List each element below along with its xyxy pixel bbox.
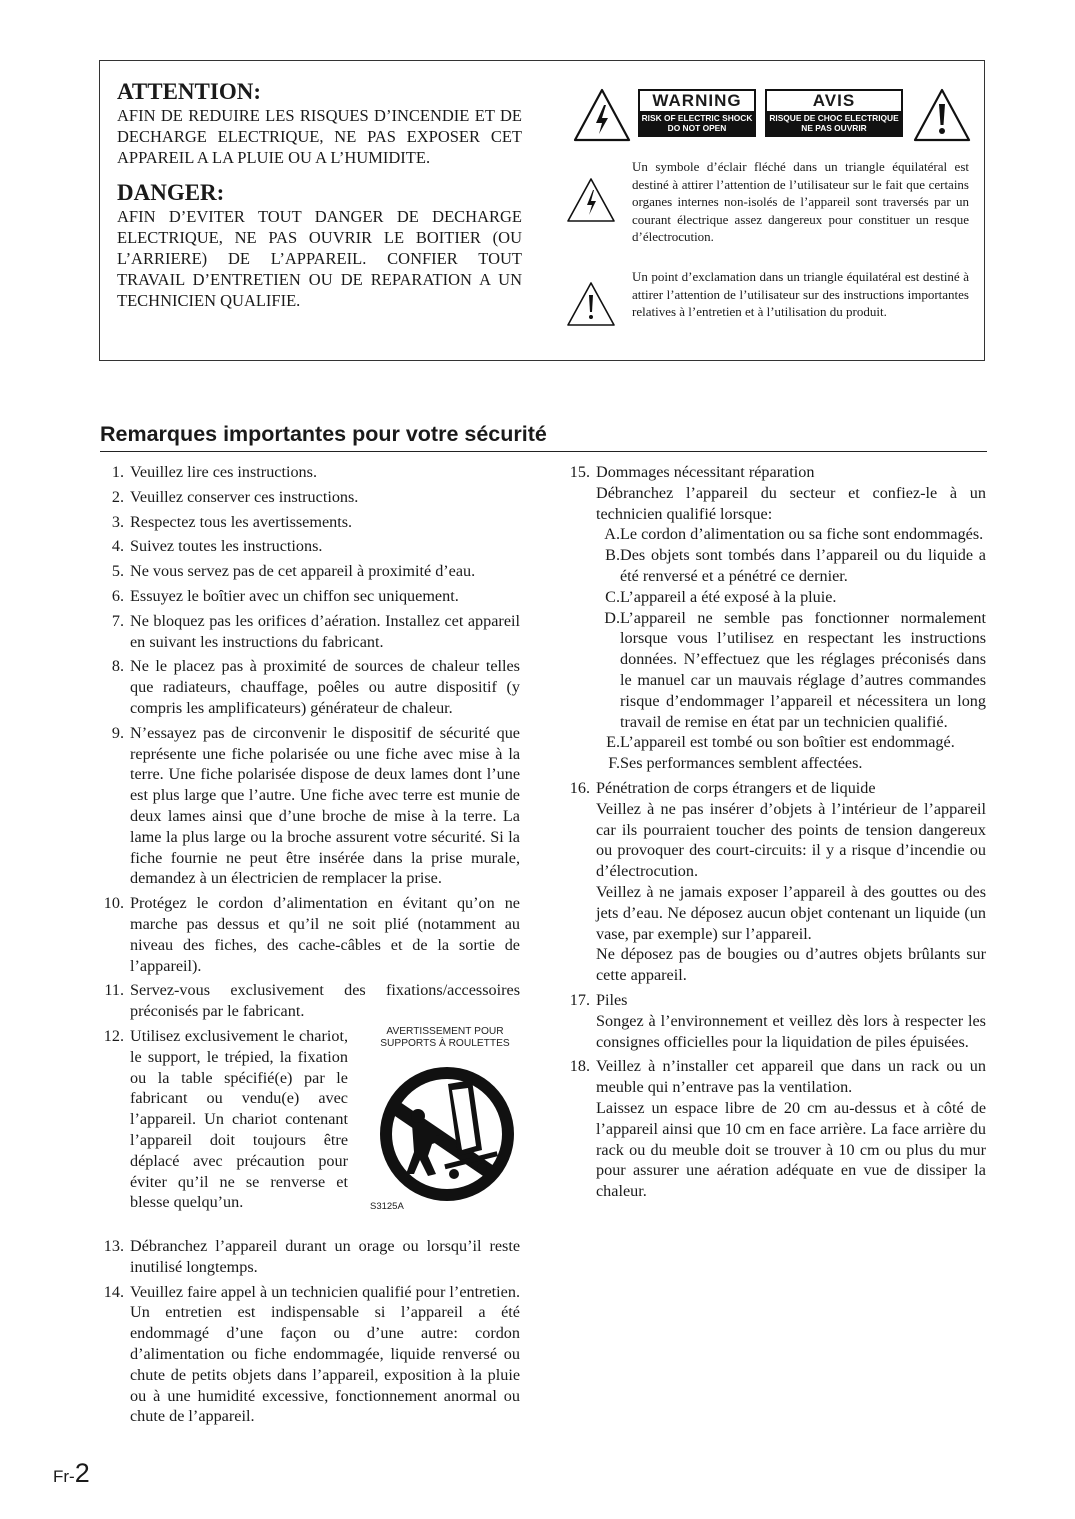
sub-item-letter: B. <box>605 546 620 565</box>
page-prefix: Fr- <box>53 1467 75 1486</box>
list-item <box>100 536 520 557</box>
attention-title: ATTENTION: <box>117 79 261 104</box>
item-number: 3. <box>111 512 124 531</box>
list-item <box>100 611 520 653</box>
sub-item-letter: A. <box>604 525 620 544</box>
exclamation-icon <box>565 280 617 328</box>
cart-warning-figure <box>370 1026 520 1216</box>
item-number: 2. <box>111 487 124 506</box>
sub-item <box>596 524 986 545</box>
sub-item-text: Le cordon d’alimentation ou sa fiche sont endommagés. <box>620 525 984 544</box>
item-text: Suivez toutes les instructions. <box>130 537 323 556</box>
item-paragraph: Veillez à ne jamais exposer l’appareil à des gouttes ou des jets d’eau. Ne déposez aucun objet contenant un liquide (un vase, par exemple) sur l’appareil. <box>596 882 986 943</box>
item-text: Pénétration de corps étrangers et de liquide <box>596 778 876 797</box>
item-text: Veillez à n’installer cet appareil que dans un rack ou un meuble qui n’entrave pas la ventilation. <box>596 1057 986 1097</box>
item-paragraph: Ne déposez pas de bougies ou d’autres objets brûlants sur cette appareil. <box>596 945 986 985</box>
exclamation-description: Un point d’exclamation dans un triangle équilatéral est destiné à attirer l’attention de l’utilisateur sur des instructions importantes relatives à l’entretien et à l’utilisation du produit. <box>632 269 969 319</box>
item-paragraph: Laissez un espace libre de 20 cm au-dessus et à côté de l’appareil ainsi que 10 cm en face arrière. La face arrière du rack ou du meuble doit se trouver à 10 cm ou plus du mur pour assurer une aération adéquate en vue de dissiper la chaleur. <box>596 1098 986 1201</box>
item-number: 6. <box>111 586 124 605</box>
list-item <box>100 1236 520 1278</box>
list-item <box>100 723 520 889</box>
item-paragraph: Débranchez l’appareil du secteur et confiez-le à un technicien qualifié lorsque: <box>596 483 986 523</box>
sub-item-letter: D. <box>604 608 620 627</box>
warning-labels <box>572 87 974 147</box>
cart-tipover-icon <box>370 1062 520 1202</box>
list-item-cart <box>100 1026 520 1232</box>
item-number: 4. <box>111 537 124 556</box>
item-text: Ne le placez pas à proximité de sources de chaleur telles que radiateurs, chauffage, poêles ou autre dispositif (y compris les amplificateurs) générateur de chaleur. <box>130 657 520 717</box>
cart-figure-code: S3125A <box>370 1201 404 1213</box>
item-number: 5. <box>111 562 124 581</box>
avis-plate-line2: NE PAS OUVRIR <box>801 123 867 133</box>
exclamation-triangle-icon <box>912 87 972 143</box>
warning-plate-subtitle <box>640 111 754 135</box>
cart-caption-line2: SUPPORTS À ROULETTES <box>380 1037 510 1049</box>
avis-plate-title: AVIS <box>812 91 856 110</box>
sub-item <box>596 608 986 733</box>
sub-item <box>596 753 986 774</box>
list-item <box>566 1056 986 1202</box>
item-text: Veuillez lire ces instructions. <box>130 463 318 481</box>
list-item <box>100 561 520 582</box>
item-number: 7. <box>111 611 124 630</box>
item-number: 11. <box>104 981 124 1000</box>
item-number: 9. <box>111 723 124 742</box>
sub-item-letter: C. <box>605 587 620 606</box>
sub-item-text: L’appareil est tombé ou son boîtier est endommagé. <box>620 733 955 752</box>
item-number: 17. <box>569 990 590 1009</box>
item-number: 1. <box>111 463 124 481</box>
item-number: 16. <box>569 778 590 797</box>
list-item <box>100 980 520 1022</box>
warning-plate-line1: RISK OF ELECTRIC SHOCK <box>641 113 753 123</box>
page-number-value: 2 <box>74 1458 90 1488</box>
list-item <box>100 656 520 718</box>
sub-item <box>596 732 986 753</box>
page-number <box>53 1458 90 1489</box>
item-text: Utilisez exclusivement le chariot, le support, le trépied, la fixation ou la table spécifié(e) par le fabricant ou vendu(e) avec l’appareil. Un chariot contenant l’appareil doit toujours être déplacé avec précaution pour éviter qu’il ne se renverse et blesse quelqu’un. <box>130 1026 348 1212</box>
danger-text: AFIN D’EVITER TOUT DANGER DE DECHARGE ELECTRIQUE, NE PAS OUVRIR LE BOITIER (OU L’ARRIERE) DE L’APPAREIL. CONFIER TOUT TRAVAIL D’ENTRETIEN OU DE REPARATION A UN TECHNICIEN QUALIFIE. <box>117 207 522 310</box>
avis-plate-line1: RISQUE DE CHOC ELECTRIQUE <box>769 113 899 123</box>
warning-plate <box>638 89 756 137</box>
list-item <box>566 990 986 1052</box>
item-text: Veuillez conserver ces instructions. <box>130 487 359 506</box>
list-item <box>566 778 986 986</box>
item-text: Ne bloquez pas les orifices d’aération. Installez cet appareil en suivant les instructions du fabricant. <box>130 611 520 651</box>
sub-item-text: L’appareil a été exposé à la pluie. <box>620 587 837 606</box>
warning-text-column <box>117 79 522 311</box>
item-text: Essuyez le boîtier avec un chiffon sec uniquement. <box>130 586 459 605</box>
list-item <box>100 893 520 976</box>
item-text: Servez-vous exclusivement des fixations/accessoires préconisés par le fabricant. <box>130 981 520 1021</box>
item-number: 14. <box>103 1282 124 1301</box>
danger-title: DANGER: <box>117 180 225 205</box>
sub-item <box>596 545 986 587</box>
cart-caption-line1: AVERTISSEMENT POUR <box>386 1025 504 1037</box>
sub-item <box>596 587 986 608</box>
sub-item-text: Ses performances semblent affectées. <box>620 754 863 773</box>
item-text: Dommages nécessitant réparation <box>596 463 815 481</box>
list-item <box>100 512 520 533</box>
sub-item-letter: E. <box>606 733 620 752</box>
list-item <box>100 586 520 607</box>
item-paragraph: Songez à l’environnement et veillez dès lors à respecter les consignes officielles pour la liquidation de piles épuisées. <box>596 1011 986 1051</box>
warning-plate-title: WARNING <box>652 91 742 110</box>
warning-plate-line2: DO NOT OPEN <box>667 123 727 133</box>
lightning-triangle-icon <box>572 87 632 143</box>
item-number: 13. <box>103 1236 124 1255</box>
lightning-symbol-row <box>565 158 969 266</box>
item-text: Protégez le cordon d’alimentation en évitant qu’on ne marche pas dessus et qu’il ne soit plié (notamment au niveau des fiches, des cache-câbles et de la sortie de l’appareil). <box>130 894 520 975</box>
item-number: 18. <box>569 1057 590 1076</box>
avis-plate-subtitle <box>767 111 901 135</box>
sub-item-letter: F. <box>608 754 620 773</box>
item-number: 8. <box>111 657 124 676</box>
section-title: Remarques importantes pour votre sécurité <box>100 421 987 452</box>
avis-plate <box>765 89 903 137</box>
sub-item-text: Des objets sont tombés dans l’appareil ou du liquide a été renversé et a pénétré ce dernier. <box>620 546 986 585</box>
item-text: Piles <box>596 990 628 1009</box>
item-number: 10. <box>103 894 124 913</box>
left-column <box>100 462 520 1427</box>
sub-item-text: L’appareil ne semble pas fonctionner normalement lorsque vous l’utilisez en respectant les instructions données. N’effectuez que les réglages préconisés dans le manuel car un mauvais réglage d’autres commandes risque d’endommager l’appareil et nécessitera un long travail de remise en état par un technicien qualifié. <box>620 608 986 731</box>
item-text: Veuillez faire appel à un technicien qualifié pour l’entretien. Un entretien est indispensable si l’appareil a été endommagé d’une façon ou d’une autre: cordon d’alimentation ou fiche endommagée, liquide renversé ou chute de petits objets dans l’appareil, exposition à la pluie ou à une humidité excessive, fonctionnement anormal ou chute de l’appareil. <box>130 1282 520 1426</box>
warning-box <box>99 60 985 361</box>
item-text: Débranchez l’appareil durant un orage ou lorsqu’il reste inutilisé longtemps. <box>130 1236 520 1276</box>
exclamation-symbol-row <box>565 268 969 344</box>
right-column <box>566 462 986 1202</box>
item-text: N’essayez pas de circonvenir le dispositif de sécurité que représente une fiche polarisée ou une fiche avec mise à la terre. Une fiche polarisée dispose de deux lames dont l’une est plus large que l’autre. Une fiche avec terre est munie de deux lames ainsi que d’une broche de mise à la terre. La lame la plus large ou la broche assurent votre sécurité. Si la fiche fournie ne peut être insérée dans la prise murale, demandez à un électricien de remplacer la prise. <box>130 723 520 888</box>
list-item <box>100 1282 520 1428</box>
item-number: 15. <box>569 463 590 481</box>
list-item <box>100 462 520 483</box>
item-text: Respectez tous les avertissements. <box>130 512 353 531</box>
list-item <box>100 487 520 508</box>
lightning-icon <box>565 176 617 224</box>
attention-text: AFIN DE REDUIRE LES RISQUES D’INCENDIE ET DE DECHARGE ELECTRIQUE, NE PAS EXPOSER CET APPAREIL A LA PLUIE OU A L’HUMIDITE. <box>117 106 522 167</box>
item-paragraph: Veillez à ne pas insérer d’objets à l’intérieur de l’appareil car ils pourraient toucher des points de tension dangereux ou provoquer des court-circuits: il y a risque d’incendie ou d’électrocution. <box>596 799 986 881</box>
list-item <box>566 462 986 774</box>
item-number: 12. <box>103 1026 124 1045</box>
item-text: Ne vous servez pas de cet appareil à proximité d’eau. <box>130 562 476 581</box>
lightning-description: Un symbole d’éclair fléché dans un triangle équilatéral est destiné à attirer l’attention de l’utilisateur sur le fait que certains organes internes non-isolés de l’appareil sont traversés par un courant électrique assez dangereux pour constituer un resque d’électrocution. <box>632 159 969 244</box>
